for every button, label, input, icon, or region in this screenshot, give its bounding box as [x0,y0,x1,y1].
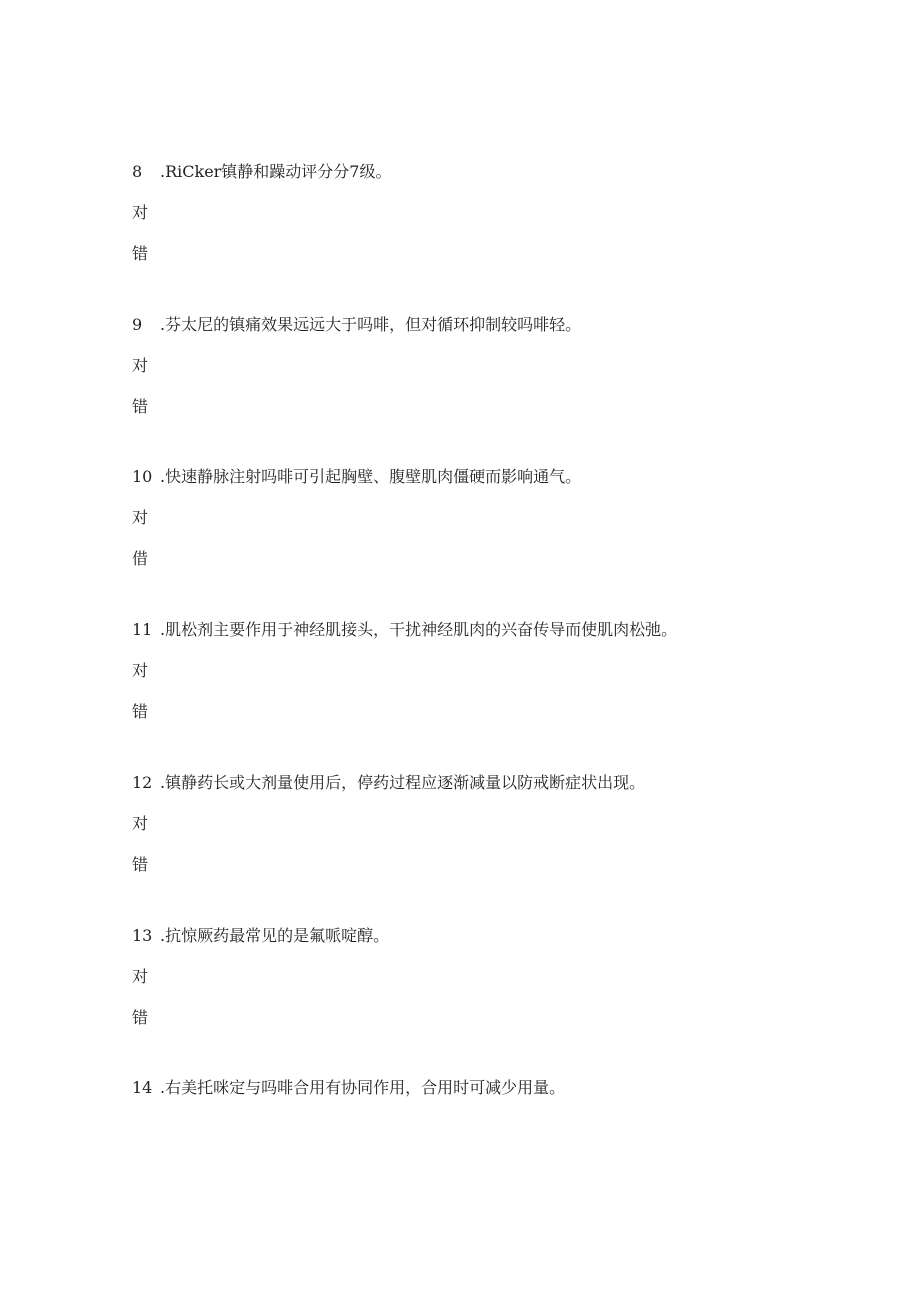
option-false[interactable]: 错 [132,244,149,263]
question-text-line [132,162,392,182]
question-text: .芬太尼的镇痛效果远远大于吗啡，但对循环抑制较吗啡轻。 [160,315,582,334]
question-text-line [132,467,581,487]
question-number: 10 [132,467,153,486]
option-true[interactable]: 对 [132,967,149,986]
option-false[interactable]: 错 [132,855,149,874]
question-text: .抗惊厥药最常见的是氟哌啶醇。 [160,926,390,945]
option-true[interactable]: 对 [132,661,149,680]
option-false[interactable]: 错 [132,1008,149,1027]
question-number: 11 [132,620,153,639]
option-true[interactable]: 对 [132,814,149,833]
question-number: 13 [132,926,153,945]
question-text-line [132,315,581,335]
question-number: 12 [132,773,153,792]
question-number: 14 [132,1078,153,1097]
option-false[interactable]: 错 [132,397,149,416]
option-true[interactable]: 对 [132,203,149,222]
question-text: .肌松剂主要作用于神经肌接头，干扰神经肌肉的兴奋传导而使肌肉松弛。 [160,620,678,639]
option-true[interactable]: 对 [132,356,149,375]
option-false[interactable]: 错 [132,702,149,721]
question-text-line [132,620,677,640]
question-text: .RiCker镇静和躁动评分分7级。 [160,162,392,181]
option-true[interactable]: 对 [132,508,149,527]
question-text: .快速静脉注射吗啡可引起胸壁、腹壁肌肉僵硬而影响通气。 [160,467,582,486]
question-text: .右美托咪定与吗啡合用有协同作用，合用时可减少用量。 [160,1078,566,1097]
question-text-line [132,773,645,793]
question-number: 9 [132,315,143,334]
question-number: 8 [132,162,143,181]
question-text-line [132,1078,565,1098]
question-text: .镇静药长或大剂量使用后，停药过程应逐渐减量以防戒断症状出现。 [160,773,646,792]
question-text-line [132,926,389,946]
option-false[interactable]: 借 [132,549,149,568]
